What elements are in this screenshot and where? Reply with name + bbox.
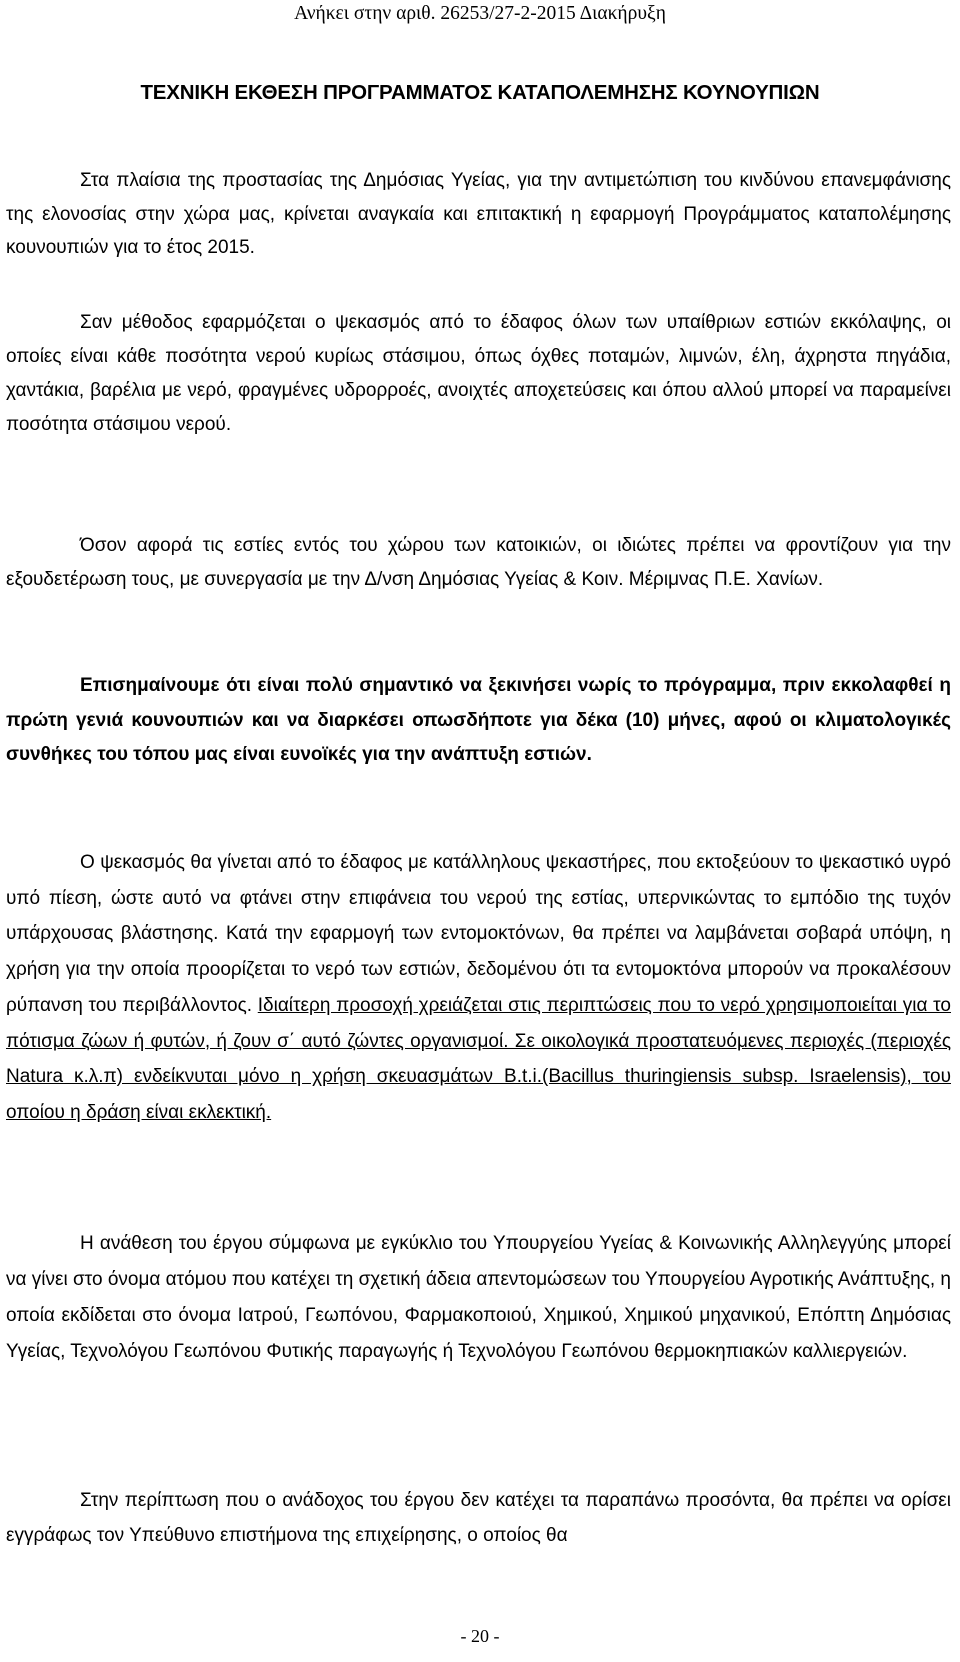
paragraph-residences [6, 529, 951, 597]
paragraph-intro [6, 164, 951, 265]
paragraph-assignment [6, 1226, 951, 1370]
document-title: ΤΕΧΝΙΚΗ ΕΚΘΕΣΗ ΠΡΟΓΡΑΜΜΑΤΟΣ ΚΑΤΑΠΟΛΕΜΗΣΗΣ ΚΟΥΝΟΥΠΙΩΝ [140, 81, 820, 104]
paragraph-plain-text: Ο ψεκασμός θα γίνεται από το έδαφος με κατάλληλους ψεκαστήρες, που εκτοξεύουν το ψεκαστικό υγρό υπό πίεση, ώστε αυτό να φτάνει στην επιφάνεια του νερού της εστίας, υπερνικώντας το εμπόδιο της τυχόν υπάρχουσας βλάστησης. Κατά την εφαρμογή των εντομοκτόνων, θα πρέπει να λαμβάνεται σοβαρά υπόψη, η χρήση για την οποία προορίζεται το νερό των εστιών, δεδομένου ότι τα εντομοκτόνα μπορούν να προκαλέσουν ρύπανση του περιβάλλοντος. [6, 852, 951, 1016]
page-header: Ανήκει στην αριθ. 26253/27-2-2015 Διακήρυξη [294, 3, 666, 24]
paragraph-text: Σαν μέθοδος εφαρμόζεται ο ψεκασμός από το έδαφος όλων των υπαίθριων εστιών εκκόλαψης, οι οποίες είναι κάθε ποσότητα νερού κυρίως στάσιμου, όπως όχθες ποταμών, λιμνών, έλη, άχρηστα πηγάδια, χαντάκια, βαρέλια με νερό, φραγμένες υδρορροές, ανοιχτές αποχετεύσεις και όπου αλλού μπορεί να παραμείνει ποσότητα στάσιμου νερού. [6, 312, 951, 435]
paragraph-text: Επισημαίνουμε ότι είναι πολύ σημαντικό να ξεκινήσει νωρίς το πρόγραμμα, πριν εκκολαφθεί η πρώτη γενιά κουνουπιών και να διαρκέσει οπωσδήποτε για δέκα (10) μήνες, αφού οι κλιματολογικές συνθήκες του τόπου μας είναι ευνοϊκές για την ανάπτυξη εστιών. [6, 675, 951, 765]
paragraph-text: Όσον αφορά τις εστίες εντός του χώρου των κατοικιών, οι ιδιώτες πρέπει να φροντίζουν για την εξουδετέρωση τους, με συνεργασία με την Δ/νση Δημόσιας Υγείας & Κοιν. Μέριμνας Π.Ε. Χανίων. [6, 535, 951, 590]
paragraph-method [6, 306, 951, 442]
paragraph-contractor [6, 1484, 951, 1553]
paragraph-text [6, 845, 951, 1131]
paragraph-text: Η ανάθεση του έργου σύμφωνα με εγκύκλιο του Υπουργείου Υγείας & Κοινωνικής Αλληλεγγύης μπορεί να γίνει στο όνομα ατόμου που κατέχει τη σχετική άδεια απεντομώσεων του Υπουργείου Αγροτικής Ανάπτυξης, η οποία εκδίδεται στο όνομα Ιατρού, Γεωπόνου, Φαρμακοποιού, Χημικού, Χημικού μηχανικού, Επόπτη Δημόσιας Υγείας, Τεχνολόγου Γεωπόνου Φυτικής παραγωγής ή Τεχνολόγου Γεωπόνου θερμοκηπιακών καλλιεργειών. [6, 1233, 951, 1362]
paragraph-text: Στην περίπτωση που ο ανάδοχος του έργου δεν κατέχει τα παραπάνω προσόντα, θα πρέπει να ορίσει εγγράφως τον Υπεύθυνο επιστήμονα της επιχείρησης, ο οποίος θα [6, 1490, 951, 1546]
paragraph-spraying [6, 845, 951, 1131]
paragraph-emphasis [6, 669, 951, 773]
paragraph-text: Στα πλαίσια της προστασίας της Δημόσιας Υγείας, για την αντιμετώπιση του κινδύνου επανεμφάνισης της ελονοσίας στην χώρα μας, κρίνεται αναγκαία και επιτακτική η εφαρμογή Προγράμματος καταπολέμησης κουνουπιών για το έτος 2015. [6, 170, 951, 258]
paragraph-underlined-text: Ιδιαίτερη προσοχή χρειάζεται στις περιπτώσεις που το νερό χρησιμοποιείται για το πότισμα ζώων ή φυτών, ή ζουν σ΄ αυτό ζώντες οργανισμοί. Σε οικολογικά προστατευόμενες περιοχές (περιοχές Natura κ.λ.π) ενδείκνυται μόνο η χρήση σκευασμάτων B.t.i.(Bacillus thuringiensis subsp. Israelensis), του οποίου η δράση είναι εκλεκτική. [6, 994, 951, 1123]
page-number: - 20 - [460, 1626, 500, 1646]
